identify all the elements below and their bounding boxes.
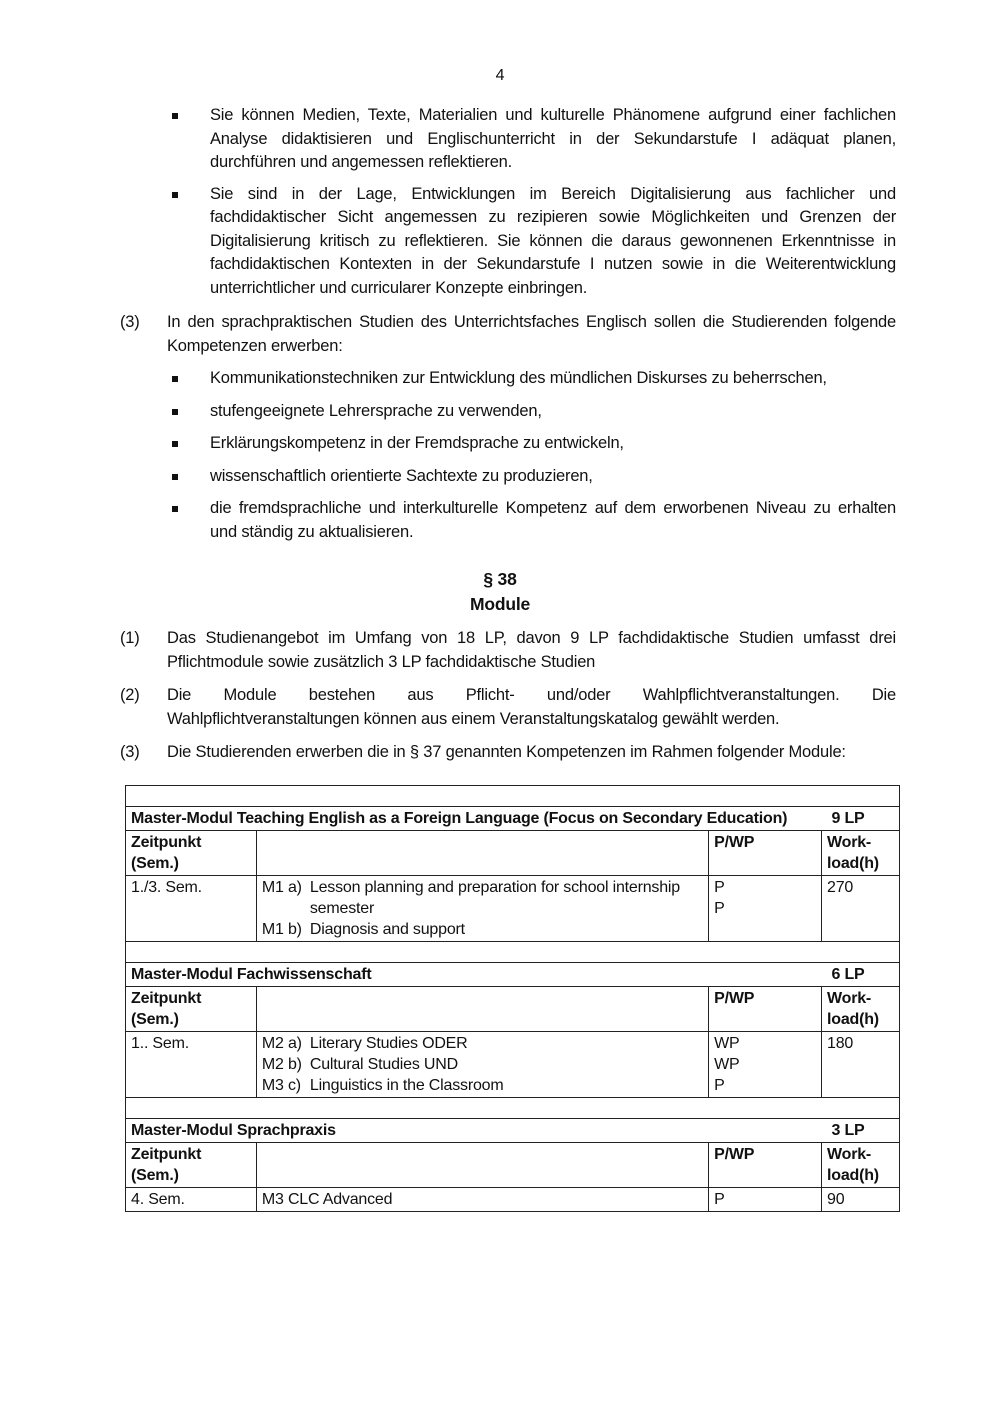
page-number: 4: [495, 67, 505, 84]
section-title: Module: [469, 594, 531, 614]
list-item: wissenschaftlich orientierte Sachtexte zu produzieren,: [170, 465, 896, 489]
table-row: [126, 1032, 900, 1098]
header-course: [256, 1143, 708, 1188]
header-time: Zeitpunkt (Sem.): [126, 831, 257, 876]
course-name: CLC Advanced: [287, 1191, 393, 1208]
header-pwp: P/WP: [709, 1143, 822, 1188]
module-title: Master-Modul Teaching English as a Foreign Language (Focus on Secondary Education): [126, 807, 822, 831]
course-code: M3 c): [261, 1077, 301, 1094]
table-row: [126, 876, 900, 942]
section-paragraph-1: [120, 627, 896, 674]
table-row: [126, 1188, 900, 1212]
section-paragraph-3: [120, 741, 896, 765]
table-header-row: [126, 987, 900, 1032]
course-name: Linguistics in the Classroom: [309, 1077, 504, 1094]
header-workload: Work-load(h): [822, 1143, 900, 1188]
course-name: Lesson planning and preparation for school internship semester: [309, 879, 680, 917]
table-header-row: [126, 1143, 900, 1188]
cell-pwp: [709, 1032, 822, 1098]
module-spacer: [126, 786, 900, 807]
cell-time: 1./3. Sem.: [126, 876, 257, 942]
paragraph-number: (3): [120, 313, 140, 331]
list-item: Kommunikationstechniken zur Entwicklung des mündlichen Diskurses zu beherrschen,: [170, 367, 896, 391]
header-time: Zeitpunkt (Sem.): [126, 1143, 257, 1188]
modules-table: [125, 785, 900, 1212]
list-item: Erklärungskompetenz in der Fremdsprache zu entwickeln,: [170, 432, 896, 456]
cell-time: 4. Sem.: [126, 1188, 257, 1212]
header-course: [256, 831, 708, 876]
module-title-row: [126, 807, 900, 831]
course-code: M3: [261, 1191, 284, 1208]
header-pwp: P/WP: [709, 831, 822, 876]
competence-bullet-list: [170, 367, 896, 544]
cell-courses: [256, 1188, 708, 1212]
cell-workload: 180: [822, 1032, 900, 1098]
paragraph-text: Das Studienangebot im Umfang von 18 LP, davon 9 LP fachdidaktische Studien umfasst drei Pflichtmodule sowie zusätzlich 3 LP fachdidaktische Studien: [167, 629, 896, 671]
list-item: die fremdsprachliche und interkulturelle Kompetenz auf dem erworbenen Niveau zu erhalten und ständig zu aktualisieren.: [170, 497, 896, 544]
module-spacer: [126, 1098, 900, 1119]
course-code: M1 b): [261, 921, 302, 938]
pwp-value: P: [714, 879, 725, 896]
module-spacer: [126, 942, 900, 963]
course-code: M2 a): [261, 1035, 302, 1052]
course-name: Diagnosis and support: [309, 921, 465, 938]
header-workload: Work-load(h): [822, 987, 900, 1032]
cell-pwp: [709, 876, 822, 942]
header-workload: Work-load(h): [822, 831, 900, 876]
paragraph-3: [120, 311, 896, 358]
list-item: Sie können Medien, Texte, Materialien und kulturelle Phänomene aufgrund einer fachlichen Analyse didaktisieren und Englischunterricht in der Sekundarstufe I adäquat planen, durchführen und angemessen reflektieren.: [170, 104, 896, 175]
cell-workload: 90: [822, 1188, 900, 1212]
cell-pwp: P: [709, 1188, 822, 1212]
module-title-row: [126, 963, 900, 987]
course-code: M1 a): [261, 879, 302, 896]
module-title-row: [126, 1119, 900, 1143]
course-name: Literary Studies ODER: [309, 1035, 468, 1052]
paragraph-number: (2): [120, 686, 140, 704]
cell-courses: [256, 876, 708, 942]
paragraph-number: (3): [120, 743, 140, 761]
module-credits: 9 LP: [822, 807, 900, 831]
module-credits: 3 LP: [822, 1119, 900, 1143]
paragraph-text: In den sprachpraktischen Studien des Unterrichtsfaches Englisch sollen die Studierenden folgende Kompetenzen erwerben:: [167, 313, 896, 355]
course-name: Cultural Studies UND: [309, 1056, 458, 1073]
module-credits: 6 LP: [822, 963, 900, 987]
pwp-value: WP: [714, 1035, 740, 1052]
cell-workload: 270: [822, 876, 900, 942]
paragraph-text: Die Studierenden erwerben die in § 37 genannten Kompetenzen im Rahmen folgender Module:: [167, 743, 846, 761]
table-header-row: [126, 831, 900, 876]
cell-time: 1.. Sem.: [126, 1032, 257, 1098]
header-course: [256, 987, 708, 1032]
header-time: Zeitpunkt (Sem.): [126, 987, 257, 1032]
cell-courses: [256, 1032, 708, 1098]
section-number: § 38: [483, 569, 517, 589]
module-title: Master-Modul Fachwissenschaft: [126, 963, 822, 987]
top-bullet-list: [170, 104, 896, 300]
paragraph-number: (1): [120, 629, 140, 647]
course-code: M2 b): [261, 1056, 302, 1073]
section-paragraph-2: [120, 684, 896, 731]
paragraph-text: Die Module bestehen aus Pflicht- und/oder Wahlpflichtveranstaltungen. Die Wahlpflichtveranstaltungen können aus einem Veranstaltungskatalog gewählt werden.: [167, 686, 896, 728]
header-pwp: P/WP: [709, 987, 822, 1032]
list-item: stufengeeignete Lehrersprache zu verwenden,: [170, 400, 896, 424]
module-title: Master-Modul Sprachpraxis: [126, 1119, 822, 1143]
pwp-value: WP: [714, 1056, 740, 1073]
pwp-value: P: [714, 1077, 725, 1094]
list-item: Sie sind in der Lage, Entwicklungen im Bereich Digitalisierung aus fachlicher und fachdidaktischer Sicht angemessen zu rezipieren sowie Möglichkeiten und Grenzen der Digitalisierung kritisch zu reflektieren. Sie können die daraus gewonnenen Erkenntnisse in fachdidaktischen Kontexten in der Sekundarstufe I nutzen sowie in die Weiterentwicklung unterrichtlicher und curricularer Konzepte einbringen.: [170, 183, 896, 301]
pwp-value: P: [714, 900, 725, 917]
